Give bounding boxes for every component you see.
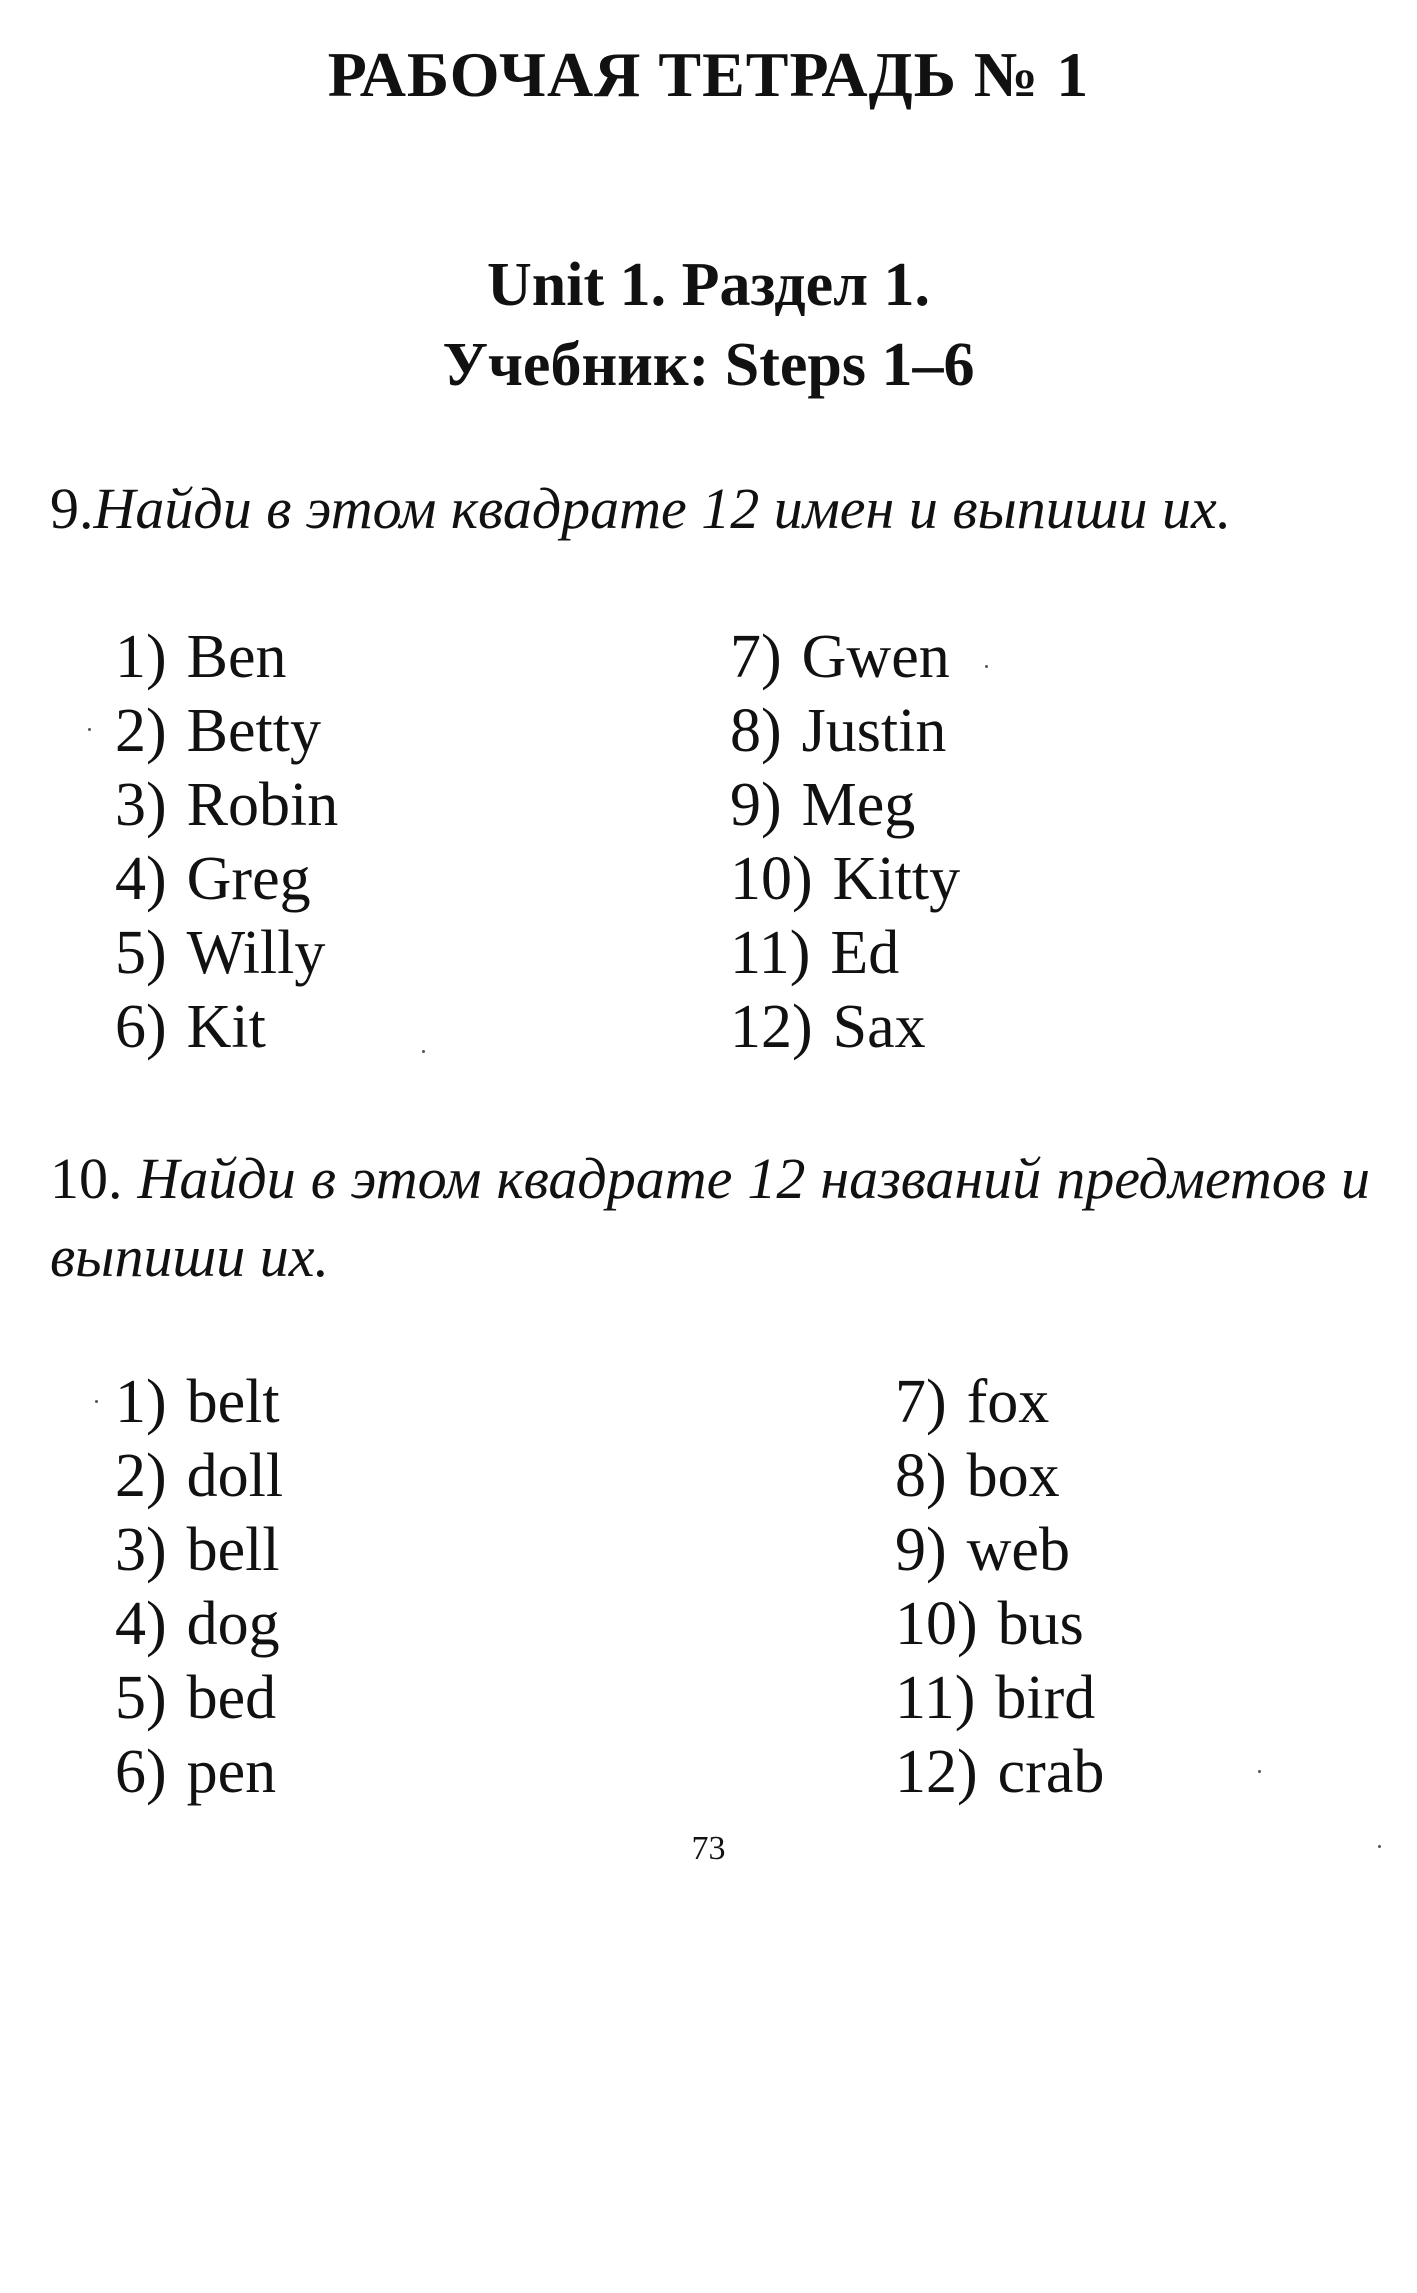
- exercise-9-instruction-text: Найди в этом квадрате 12 имен и выпиши их.: [93, 476, 1232, 541]
- list-item: 10) Kitty: [730, 845, 961, 913]
- list-item: 1) Ben: [115, 623, 287, 691]
- scan-speck: [422, 1050, 425, 1053]
- exercise-10-answers-right: [895, 1365, 1104, 1809]
- unit-heading-line2: Учебник: Steps 1–6: [442, 331, 975, 399]
- exercise-9-instruction: [50, 470, 1370, 548]
- list-item: 6) Kit: [115, 993, 266, 1061]
- list-item: 10) bus: [895, 1590, 1084, 1658]
- exercise-10-answers-left: [115, 1365, 283, 1809]
- exercise-10-number: 10.: [50, 1146, 123, 1211]
- list-item: 11) Ed: [730, 919, 900, 987]
- scan-speck: [88, 728, 91, 731]
- unit-heading: [0, 245, 1417, 405]
- list-item: 2) Betty: [115, 697, 321, 765]
- exercise-10-instruction-text: Найди в этом квадрате 12 названий предметов и выпиши их.: [50, 1146, 1371, 1289]
- list-item: 4) dog: [115, 1590, 280, 1658]
- list-item: 8) box: [895, 1442, 1060, 1510]
- list-item: 4) Greg: [115, 845, 311, 913]
- list-item: 5) bed: [115, 1664, 277, 1732]
- list-item: 12) Sax: [730, 993, 926, 1061]
- list-item: 3) Robin: [115, 771, 339, 839]
- exercise-10-instruction: [50, 1140, 1370, 1296]
- list-item: 7) fox: [895, 1368, 1050, 1436]
- scan-speck: [985, 665, 988, 668]
- list-item: 3) bell: [115, 1516, 280, 1584]
- exercise-9-answers-left: [115, 620, 338, 1064]
- list-item: 9) Meg: [730, 771, 916, 839]
- list-item: 9) web: [895, 1516, 1070, 1584]
- scan-speck: [1378, 1845, 1381, 1848]
- list-item: 8) Justin: [730, 697, 947, 765]
- exercise-9-answers-right: [730, 620, 960, 1064]
- list-item: 11) bird: [895, 1664, 1096, 1732]
- list-item: 1) belt: [115, 1368, 280, 1436]
- list-item: 7) Gwen: [730, 623, 950, 691]
- list-item: 12) crab: [895, 1738, 1105, 1806]
- list-item: 5) Willy: [115, 919, 326, 987]
- workbook-title: РАБОЧАЯ ТЕТРАДЬ № 1: [327, 39, 1090, 110]
- unit-heading-line1: Unit 1. Раздел 1.: [487, 251, 930, 319]
- exercise-9-number: 9.: [50, 476, 94, 541]
- scan-speck: [95, 1400, 98, 1403]
- list-item: 6) pen: [115, 1738, 277, 1806]
- page-number: 73: [691, 1830, 726, 1867]
- scan-speck: [1258, 1770, 1261, 1773]
- list-item: 2) doll: [115, 1442, 284, 1510]
